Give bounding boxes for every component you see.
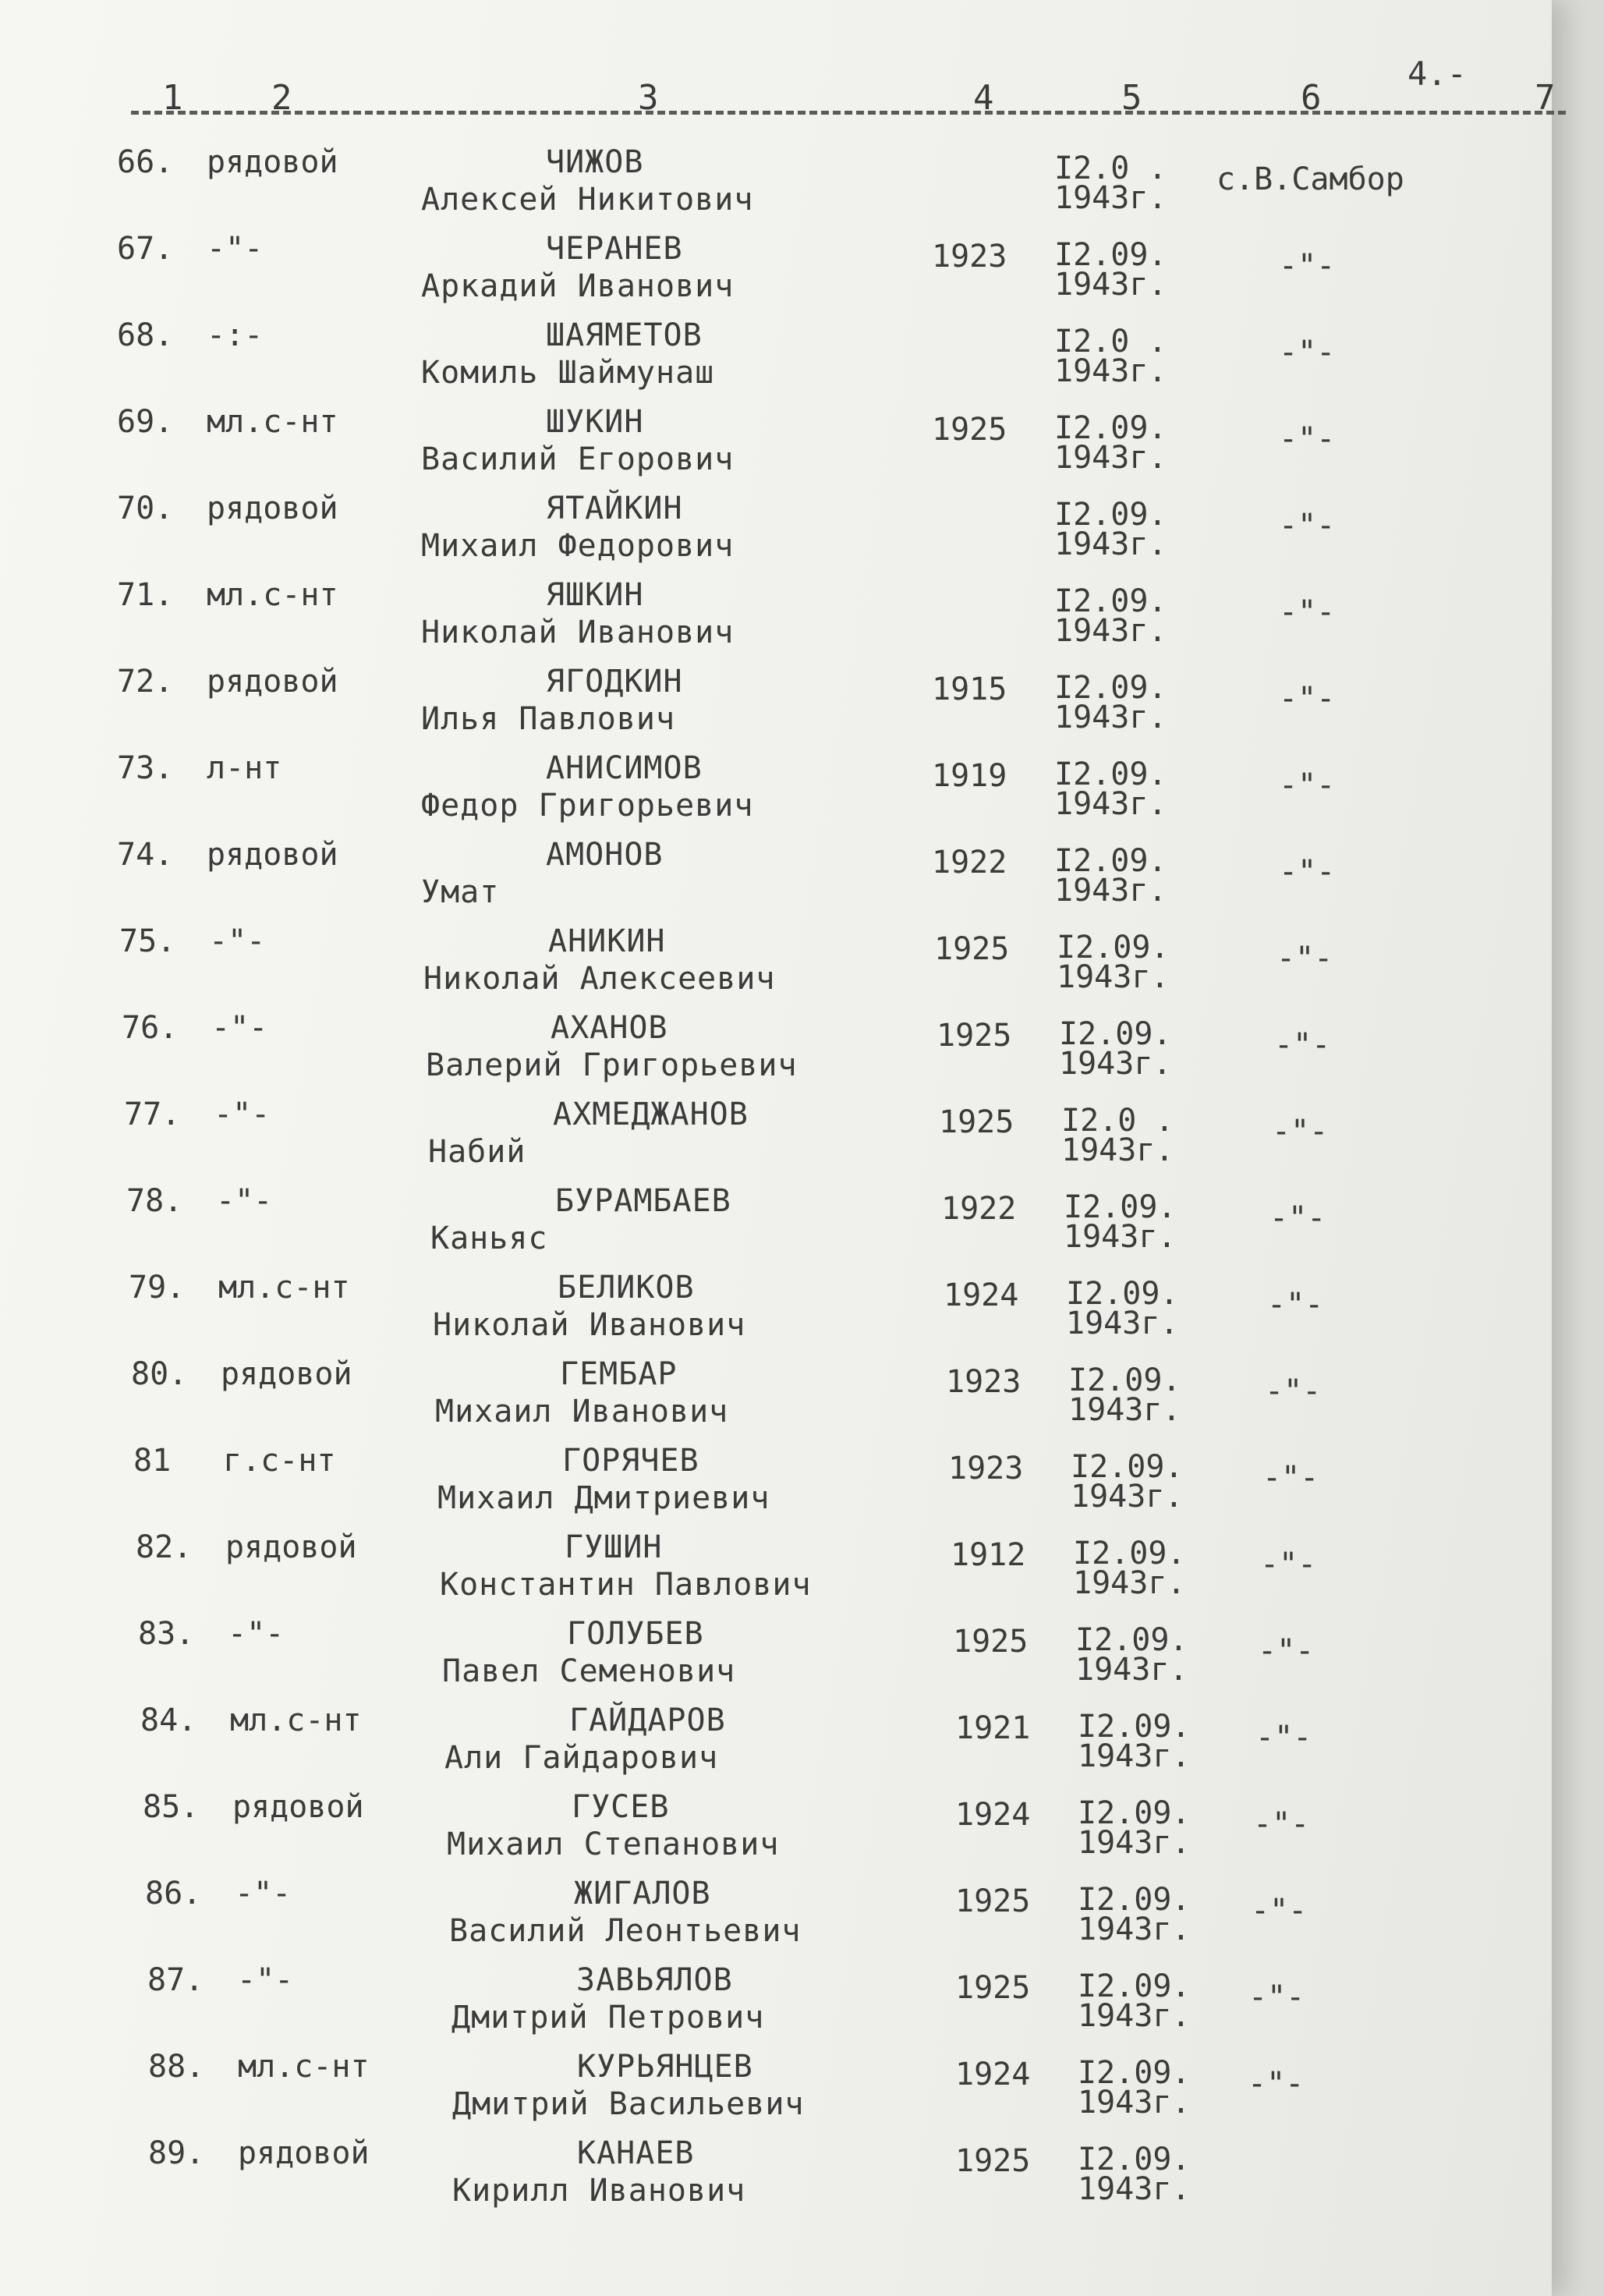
rank: рядовой — [238, 2135, 370, 2171]
surname: ГУСЕВ — [572, 1789, 670, 1825]
rank: мл.с-нт — [218, 1270, 350, 1306]
row-number: 81 — [133, 1443, 172, 1479]
rank: -"- — [228, 1616, 285, 1652]
date-year: 1943г. — [1078, 1912, 1191, 1947]
row-number: 68. — [117, 317, 174, 353]
date-year: 1943г. — [1064, 1219, 1177, 1255]
given-name: Илья Павлович — [421, 701, 676, 737]
rank: рядовой — [207, 837, 338, 873]
surname: ЯГОДКИН — [546, 664, 683, 700]
place: -"- — [1255, 1720, 1312, 1756]
row-number: 74. — [117, 837, 174, 873]
column-6-label: 6 — [1301, 78, 1322, 118]
birth-year: 1915 — [932, 671, 1007, 707]
row-number: 71. — [117, 577, 174, 613]
given-name: Валерий Григорьевич — [426, 1047, 798, 1083]
row-number: 83. — [138, 1616, 195, 1652]
rank: -"- — [214, 1097, 271, 1132]
date-day-month: I2.09. — [1071, 1449, 1184, 1485]
place: -"- — [1251, 1893, 1308, 1929]
row-number: 79. — [129, 1270, 186, 1306]
place: -"- — [1279, 335, 1336, 370]
table-row — [0, 664, 1552, 749]
given-name: Дмитрий Петрович — [451, 2000, 765, 2036]
rank: -"- — [211, 1010, 268, 1046]
surname: АХМЕДЖАНОВ — [553, 1097, 749, 1132]
rank: -"- — [209, 923, 266, 959]
place: -"- — [1279, 421, 1336, 457]
birth-year: 1925 — [934, 931, 1010, 967]
date-day-month: I2.09. — [1057, 930, 1170, 966]
date-year: 1943г. — [1054, 180, 1167, 216]
rank: рядовой — [225, 1529, 357, 1565]
given-name: Константин Павлович — [440, 1567, 812, 1603]
place: -"- — [1274, 1027, 1331, 1063]
date-year: 1943г. — [1078, 2085, 1191, 2121]
row-number: 80. — [131, 1356, 188, 1392]
surname: ГЕМБАР — [560, 1356, 678, 1392]
date-year: 1943г. — [1054, 526, 1167, 562]
surname: АМОНОВ — [546, 837, 664, 873]
rank: г.с-нт — [223, 1443, 336, 1479]
rank: рядовой — [207, 664, 338, 700]
date-day-month: I2.0 . — [1061, 1103, 1174, 1139]
date-day-month: I2.09. — [1054, 756, 1167, 792]
date-day-month: I2.09. — [1078, 1795, 1191, 1831]
date-day-month: I2.09. — [1068, 1362, 1181, 1398]
rank: мл.с-нт — [207, 404, 338, 440]
surname: КУРЬЯНЦЕВ — [577, 2049, 753, 2085]
row-number: 88. — [148, 2049, 205, 2085]
given-name: Василий Леонтьевич — [449, 1913, 802, 1949]
rank: -"- — [237, 1962, 294, 1998]
surname: ГАЙДАРОВ — [569, 1703, 726, 1738]
given-name: Дмитрий Васильевич — [452, 2086, 805, 2122]
date-day-month: I2.09. — [1078, 1709, 1191, 1745]
table-row — [0, 1097, 1552, 1182]
surname: ГОРЯЧЕВ — [562, 1443, 699, 1479]
table-row — [0, 144, 1552, 230]
birth-year: 1919 — [932, 758, 1007, 794]
surname: ЯТАЙКИН — [546, 491, 683, 526]
date-day-month: I2.0 . — [1054, 151, 1167, 186]
birth-year: 1923 — [946, 1364, 1022, 1400]
date-year: 1943г. — [1054, 700, 1167, 735]
date-day-month: I2.09. — [1066, 1276, 1179, 1312]
birth-year: 1923 — [948, 1451, 1024, 1486]
date-day-month: I2.09. — [1054, 237, 1167, 273]
birth-year: 1925 — [955, 1883, 1031, 1919]
birth-year: 1923 — [932, 239, 1007, 275]
date-day-month: I2.09. — [1073, 1536, 1186, 1571]
table-row — [0, 231, 1552, 317]
table-row — [0, 1789, 1552, 1875]
column-2-label: 2 — [271, 78, 292, 118]
place: -"- — [1265, 1373, 1322, 1409]
birth-year: 1924 — [955, 2057, 1031, 2092]
place: -"- — [1279, 248, 1336, 284]
date-year: 1943г. — [1078, 1738, 1191, 1774]
date-year: 1943г. — [1068, 1392, 1181, 1428]
table-row — [0, 1443, 1552, 1529]
rank: рядовой — [221, 1356, 352, 1392]
page-number: 4.- — [1407, 55, 1467, 93]
place: -"- — [1279, 594, 1336, 630]
date-year: 1943г. — [1054, 440, 1167, 476]
header-dashed-line — [131, 111, 1566, 115]
row-number: 87. — [147, 1962, 204, 1998]
column-3-label: 3 — [638, 78, 659, 118]
date-year: 1943г. — [1073, 1565, 1186, 1601]
row-number: 82. — [136, 1529, 193, 1565]
date-year: 1943г. — [1054, 786, 1167, 822]
rank: -"- — [207, 231, 264, 267]
date-day-month: I2.09. — [1075, 1622, 1188, 1658]
column-7-label: 7 — [1535, 78, 1556, 118]
row-number: 73. — [117, 750, 174, 786]
given-name: Павел Семенович — [442, 1653, 736, 1689]
table-row — [0, 1616, 1552, 1702]
row-number: 66. — [117, 144, 174, 180]
row-number: 70. — [117, 491, 174, 526]
birth-year: 1912 — [951, 1537, 1026, 1573]
row-number: 89. — [148, 2135, 205, 2171]
given-name: Николай Алексеевич — [423, 961, 776, 997]
place: -"- — [1253, 1806, 1310, 1842]
row-number: 72. — [117, 664, 174, 700]
rank: рядовой — [207, 144, 338, 180]
birth-year: 1922 — [941, 1191, 1017, 1227]
row-number: 76. — [122, 1010, 179, 1046]
rank: -"- — [235, 1876, 292, 1912]
table-row — [0, 317, 1552, 403]
column-header — [131, 78, 1566, 140]
given-name: Набий — [428, 1134, 526, 1170]
surname: ГОЛУБЕВ — [567, 1616, 704, 1652]
date-year: 1943г. — [1071, 1479, 1184, 1515]
place: -"- — [1260, 1547, 1317, 1582]
date-year: 1943г. — [1054, 267, 1167, 303]
surname: ЧИЖОВ — [546, 144, 644, 180]
given-name: Николай Иванович — [433, 1307, 746, 1343]
row-number: 67. — [117, 231, 174, 267]
birth-year: 1925 — [937, 1018, 1012, 1054]
row-number: 78. — [126, 1183, 183, 1219]
column-4-label: 4 — [973, 78, 994, 118]
surname: ЯШКИН — [546, 577, 644, 613]
date-day-month: I2.09. — [1054, 843, 1167, 879]
rank: -"- — [216, 1183, 273, 1219]
birth-year: 1921 — [955, 1710, 1031, 1746]
date-year: 1943г. — [1078, 1998, 1191, 2034]
table-row — [0, 1356, 1552, 1442]
date-day-month: I2.09. — [1078, 1882, 1191, 1918]
row-number: 75. — [119, 923, 176, 959]
table-row — [0, 1529, 1552, 1615]
surname: ШУКИН — [546, 404, 644, 440]
table-row — [0, 1876, 1552, 1961]
table-row — [0, 1270, 1552, 1355]
given-name: Михаил Степанович — [447, 1827, 780, 1862]
rank: мл.с-нт — [207, 577, 338, 613]
column-5-label: 5 — [1121, 78, 1142, 118]
place: -"- — [1248, 2066, 1305, 2102]
given-name: Каньяс — [430, 1221, 548, 1256]
given-name: Николай Иванович — [421, 615, 735, 650]
date-year: 1943г. — [1075, 1652, 1188, 1688]
date-year: 1943г. — [1078, 2171, 1191, 2207]
table-row — [0, 1010, 1552, 1096]
row-number: 69. — [117, 404, 174, 440]
row-number: 85. — [143, 1789, 200, 1825]
place: -"- — [1279, 681, 1336, 717]
given-name: Михаил Дмитриевич — [437, 1480, 770, 1516]
place: -"- — [1279, 508, 1336, 544]
table-row — [0, 577, 1552, 663]
place: -"- — [1258, 1633, 1315, 1669]
date-year: 1943г. — [1054, 353, 1167, 389]
date-day-month: I2.09. — [1064, 1189, 1177, 1225]
birth-year: 1925 — [955, 1970, 1031, 2006]
date-year: 1943г. — [1054, 873, 1167, 909]
table-row — [0, 923, 1552, 1009]
given-name: Кирилл Иванович — [452, 2173, 746, 2209]
table-row — [0, 2135, 1552, 2221]
rank: мл.с-нт — [238, 2049, 370, 2085]
table-row — [0, 404, 1552, 490]
rank: рядовой — [207, 491, 338, 526]
place: -"- — [1269, 1200, 1326, 1236]
date-day-month: I2.09. — [1078, 2142, 1191, 2177]
given-name: Василий Егорович — [421, 441, 735, 477]
table-row — [0, 2049, 1552, 2135]
date-day-month: I2.09. — [1054, 670, 1167, 706]
date-day-month: I2.09. — [1078, 1968, 1191, 2004]
date-year: 1943г. — [1061, 1132, 1174, 1168]
place: -"- — [1279, 767, 1336, 803]
place: -"- — [1248, 1979, 1305, 2015]
date-day-month: I2.09. — [1054, 583, 1167, 619]
surname: АНИСИМОВ — [546, 750, 703, 786]
birth-year: 1925 — [953, 1624, 1029, 1660]
surname: БЕЛИКОВ — [558, 1270, 695, 1306]
table-row — [0, 491, 1552, 576]
date-year: 1943г. — [1059, 1046, 1172, 1082]
surname: ЗАВЬЯЛОВ — [576, 1962, 733, 1998]
birth-year: 1924 — [955, 1797, 1031, 1833]
rank: мл.с-нт — [230, 1703, 362, 1738]
birth-year: 1924 — [944, 1277, 1019, 1313]
date-day-month: I2.0 . — [1054, 324, 1167, 360]
given-name: Аркадий Иванович — [421, 268, 735, 304]
place: -"- — [1272, 1114, 1329, 1150]
surname: ШАЯМЕТОВ — [546, 317, 703, 353]
surname: АХАНОВ — [551, 1010, 668, 1046]
birth-year: 1922 — [932, 845, 1007, 880]
rank: рядовой — [232, 1789, 364, 1825]
table-row — [0, 837, 1552, 923]
surname: АНИКИН — [548, 923, 666, 959]
table-row — [0, 1183, 1552, 1269]
row-number: 84. — [140, 1703, 197, 1738]
birth-year: 1925 — [955, 2143, 1031, 2179]
row-number: 77. — [124, 1097, 181, 1132]
date-day-month: I2.09. — [1059, 1016, 1172, 1052]
given-name: Умат — [421, 874, 500, 910]
given-name: Михаил Иванович — [435, 1394, 729, 1430]
date-year: 1943г. — [1054, 613, 1167, 649]
date-year: 1943г. — [1066, 1306, 1179, 1341]
table-row — [0, 750, 1552, 836]
date-day-month: I2.09. — [1054, 410, 1167, 446]
surname: ГУШИН — [565, 1529, 663, 1565]
birth-year: 1925 — [932, 412, 1007, 448]
rank: -:- — [207, 317, 264, 353]
place: -"- — [1262, 1460, 1319, 1496]
date-day-month: I2.09. — [1054, 497, 1167, 533]
surname: ЖИГАЛОВ — [574, 1876, 711, 1912]
given-name: Михаил Федорович — [421, 528, 735, 564]
place: -"- — [1279, 854, 1336, 890]
surname: КАНАЕВ — [577, 2135, 695, 2171]
rank: л-нт — [207, 750, 282, 786]
given-name: Али Гайдарович — [444, 1740, 719, 1776]
row-number: 86. — [145, 1876, 202, 1912]
given-name: Федор Григорьевич — [421, 788, 754, 824]
surname: ЧЕРАНЕВ — [546, 231, 683, 267]
date-day-month: I2.09. — [1078, 2055, 1191, 2091]
date-year: 1943г. — [1078, 1825, 1191, 1861]
table-row — [0, 1703, 1552, 1788]
given-name: Алексей Никитович — [421, 182, 754, 218]
birth-year: 1925 — [939, 1104, 1014, 1140]
column-1-label: 1 — [162, 78, 183, 118]
given-name: Комиль Шаймунаш — [421, 355, 715, 391]
place: с.В.Самбор — [1216, 161, 1404, 197]
table-row — [0, 1962, 1552, 2048]
surname: БУРАМБАЕВ — [555, 1183, 731, 1219]
place: -"- — [1276, 941, 1333, 976]
date-year: 1943г. — [1057, 959, 1170, 995]
place: -"- — [1267, 1287, 1324, 1323]
